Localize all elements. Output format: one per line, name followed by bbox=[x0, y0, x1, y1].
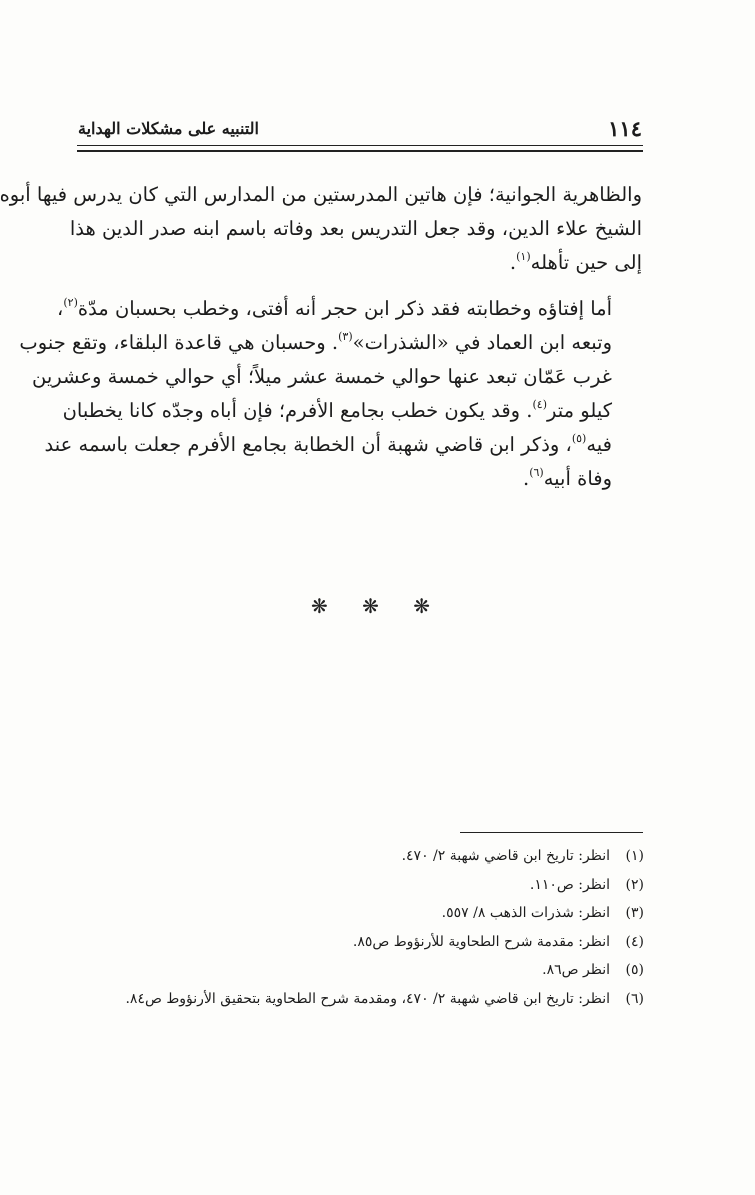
paragraph-1-line-3 bbox=[78, 246, 642, 280]
footnotes-list bbox=[78, 842, 644, 1014]
paragraph-1 bbox=[0, 178, 642, 280]
paragraph-2-line-2-text: وتبعه ابن العماد في «الشذرات» bbox=[352, 331, 612, 354]
paragraph-2-line-2-end: . وحسبان هي قاعدة البلقاء، وتقع جنوب bbox=[19, 331, 339, 354]
footnote-ref-4[interactable]: (٤) bbox=[532, 398, 548, 411]
footnote-text: انظر: تاريخ ابن قاضي شهبة ٢/ ٤٧٠. bbox=[401, 848, 610, 864]
paragraph-1-line-1: والظاهرية الجوانية؛ فإن هاتين المدرستين من المدارس التي كان يدرس فيها أبوه bbox=[0, 183, 642, 206]
paragraph-2-line-1 bbox=[57, 292, 642, 326]
footnote-text: انظر ص٨٦. bbox=[542, 962, 610, 979]
footnote-rule bbox=[460, 832, 643, 833]
footnote-item bbox=[78, 928, 644, 957]
footnote-item bbox=[78, 899, 644, 928]
paragraph-1-line-2: الشيخ علاء الدين، وقد جعل التدريس بعد وفاته باسم ابنه صدر الدين هذا bbox=[69, 217, 642, 240]
footnote-ref-2[interactable]: (٢) bbox=[63, 296, 78, 309]
footnote-item bbox=[78, 842, 644, 871]
footnote-item bbox=[78, 985, 644, 1014]
footnote-item bbox=[78, 871, 644, 900]
paragraph-2-line-2 bbox=[19, 326, 642, 360]
paragraph-2-line-5-end: ، وذكر ابن قاضي شهبة أن الخطابة بجامع الأفرم جعلت باسمه عند bbox=[44, 433, 572, 456]
footnote-ref-3[interactable]: (٣) bbox=[338, 330, 353, 343]
paragraph-1-line-3-end: . bbox=[509, 251, 517, 274]
paragraph-2-line-5 bbox=[44, 428, 642, 462]
header-rule-thick bbox=[77, 150, 643, 152]
paragraph-2-line-1-text: أما إفتاؤه وخطابته فقد ذكر ابن حجر أنه أفتى، وخطب بحسبان مدّة bbox=[77, 297, 612, 320]
footnote-number: (٤) bbox=[625, 933, 644, 950]
paragraph-2 bbox=[19, 292, 642, 496]
paragraph-2-line-4 bbox=[62, 394, 642, 428]
paragraph-2-line-5-text: فيه bbox=[586, 433, 612, 456]
footnote-number: (٣) bbox=[625, 905, 644, 922]
footnote-number: (٥) bbox=[625, 962, 644, 979]
footnote-ref-5[interactable]: (٥) bbox=[571, 432, 587, 445]
footnote-number: (١) bbox=[625, 848, 644, 864]
footnote-text: انظر: ص١١٠. bbox=[529, 876, 610, 893]
footnote-text: انظر: مقدمة شرح الطحاوية للأرنؤوط ص٨٥. bbox=[352, 933, 610, 950]
footnote-ref-6[interactable]: (٦) bbox=[529, 466, 544, 479]
footnote-text: انظر: تاريخ ابن قاضي شهبة ٢/ ٤٧٠، ومقدمة شرح الطحاوية بتحقيق الأرنؤوط ص٨٤. bbox=[125, 990, 610, 1007]
header-rule-thin bbox=[77, 145, 643, 146]
page-number: ١١٤ bbox=[608, 116, 642, 141]
footnote-number: (٢) bbox=[625, 876, 644, 893]
paragraph-2-line-6-text: وفاة أبيه bbox=[543, 467, 612, 490]
footnote-text: انظر: شذرات الذهب ٨/ ٥٥٧. bbox=[441, 905, 610, 922]
page-header bbox=[78, 116, 642, 142]
footnote-ref-1[interactable]: (١) bbox=[516, 250, 531, 263]
paragraph-2-line-4-end: . وقد يكون خطب بجامع الأفرم؛ فإن أباه وجدّه كانا يخطبان bbox=[62, 399, 533, 422]
paragraph-1-line-3-text: إلى حين تأهله bbox=[530, 251, 642, 274]
footnote-item bbox=[78, 956, 644, 985]
body-text bbox=[0, 178, 642, 508]
paragraph-2-line-6-end: . bbox=[523, 467, 530, 490]
paragraph-2-line-3: غرب عَمّان تبعد عنها حوالي خمسة عشر ميلاً؛ أي حوالي خمسة وعشرين bbox=[31, 365, 612, 388]
footnote-number: (٦) bbox=[625, 990, 644, 1007]
paragraph-2-line-1-end: ، bbox=[57, 297, 64, 320]
running-title: التنبيه على مشكلات الهداية bbox=[78, 119, 259, 138]
paragraph-2-line-6 bbox=[78, 462, 642, 496]
section-separator: ❋ ❋ ❋ bbox=[311, 594, 444, 618]
paragraph-2-line-4-text: كيلو متر bbox=[547, 399, 612, 422]
